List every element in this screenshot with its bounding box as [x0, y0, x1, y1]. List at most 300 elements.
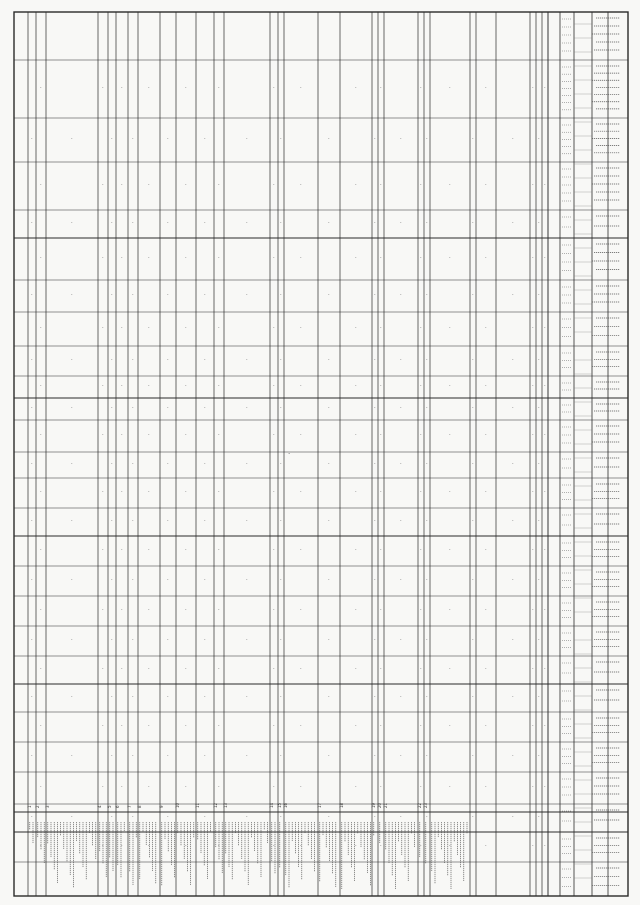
blank-marker: - [204, 220, 206, 225]
blank-marker: - [300, 843, 302, 848]
blank-marker: - [328, 518, 330, 523]
blank-marker: - [111, 753, 113, 758]
blank-marker: - [538, 577, 540, 582]
blank-marker: - [280, 518, 282, 523]
blank-marker: - [420, 432, 422, 437]
blank-marker: - [40, 255, 42, 260]
blank-marker: - [218, 182, 220, 187]
blank-marker: - [380, 784, 382, 789]
blank-marker: - [512, 357, 514, 362]
blank-marker: - [246, 753, 248, 758]
blank-marker: - [400, 637, 402, 642]
blank-marker: - [273, 432, 275, 437]
blank-marker: - [132, 577, 134, 582]
blank-marker: - [102, 182, 104, 187]
blank-marker: - [31, 577, 33, 582]
row-code: 2 [35, 805, 40, 808]
blank-marker: - [328, 405, 330, 410]
blank-marker: - [449, 666, 451, 671]
blank-marker: - [380, 547, 382, 552]
blank-marker: - [538, 136, 540, 141]
blank-marker: - [532, 666, 534, 671]
blank-marker: - [449, 383, 451, 388]
blank-marker: - [204, 753, 206, 758]
blank-marker: - [132, 753, 134, 758]
blank-marker: - [449, 182, 451, 187]
blank-marker: - [512, 637, 514, 642]
blank-marker: - [102, 489, 104, 494]
blank-marker: - [102, 432, 104, 437]
blank-marker: - [40, 85, 42, 90]
blank-marker: - [300, 432, 302, 437]
blank-marker: - [246, 292, 248, 297]
blank-marker: - [355, 182, 357, 187]
blank-marker: - [185, 666, 187, 671]
blank-marker: - [273, 383, 275, 388]
blank-marker: - [121, 85, 123, 90]
blank-marker: - [449, 255, 451, 260]
blank-marker: - [121, 547, 123, 552]
blank-marker: - [485, 607, 487, 612]
blank-marker: - [380, 182, 382, 187]
blank-marker: - [472, 405, 474, 410]
blank-marker: - [31, 357, 33, 362]
blank-marker: - [400, 292, 402, 297]
blank-marker: - [538, 518, 540, 523]
blank-marker: - [328, 694, 330, 699]
blank-marker: - [328, 753, 330, 758]
blank-marker: - [374, 405, 376, 410]
blank-marker: - [532, 432, 534, 437]
blank-marker: - [374, 637, 376, 642]
blank-marker: - [121, 325, 123, 330]
blank-marker: - [280, 577, 282, 582]
blank-marker: - [273, 666, 275, 671]
blank-marker: - [380, 723, 382, 728]
blank-marker: - [532, 325, 534, 330]
blank-marker: - [300, 723, 302, 728]
blank-marker: - [400, 405, 402, 410]
blank-marker: - [426, 637, 428, 642]
blank-marker: - [148, 325, 150, 330]
row-code: 22 [417, 802, 422, 808]
blank-marker: - [102, 255, 104, 260]
blank-marker: - [185, 432, 187, 437]
blank-marker: - [31, 814, 33, 819]
blank-marker: - [111, 405, 113, 410]
blank-marker: - [328, 357, 330, 362]
blank-marker: - [280, 694, 282, 699]
blank-marker: - [512, 577, 514, 582]
blank-marker: - [31, 220, 33, 225]
blank-marker: - [449, 325, 451, 330]
blank-marker: - [273, 843, 275, 848]
blank-marker: - [102, 843, 104, 848]
blank-marker: - [426, 753, 428, 758]
blank-marker: - [148, 607, 150, 612]
blank-marker: - [420, 182, 422, 187]
blank-marker: - [280, 637, 282, 642]
blank-marker: - [31, 753, 33, 758]
blank-marker: - [280, 461, 282, 466]
blank-marker: - [355, 843, 357, 848]
blank-marker: - [148, 383, 150, 388]
blank-marker: - [148, 843, 150, 848]
row-code: 21 [383, 802, 388, 808]
blank-marker: - [31, 518, 33, 523]
blank-marker: - [111, 577, 113, 582]
blank-marker: - [40, 547, 42, 552]
row-code: 9 [159, 805, 164, 808]
blank-marker: - [485, 547, 487, 552]
blank-marker: - [485, 843, 487, 848]
blank-marker: - [300, 547, 302, 552]
blank-marker: - [204, 357, 206, 362]
blank-marker: - [472, 637, 474, 642]
blank-marker: - [102, 607, 104, 612]
blank-marker: - [472, 694, 474, 699]
blank-marker: - [380, 489, 382, 494]
blank-marker: - [246, 694, 248, 699]
blank-marker: - [40, 325, 42, 330]
blank-marker: - [218, 843, 220, 848]
blank-marker: - [426, 694, 428, 699]
blank-marker: - [420, 255, 422, 260]
blank-marker: - [380, 383, 382, 388]
blank-marker: - [544, 723, 546, 728]
blank-marker: - [246, 461, 248, 466]
row-code: 13 [223, 802, 228, 808]
blank-marker: - [355, 432, 357, 437]
blank-marker: - [102, 383, 104, 388]
blank-marker: - [218, 547, 220, 552]
row-code: 11 [195, 802, 200, 808]
blank-marker: - [280, 136, 282, 141]
blank-marker: - [204, 518, 206, 523]
blank-marker: - [512, 220, 514, 225]
blank-marker: - [132, 518, 134, 523]
row-code: 14 [269, 802, 274, 808]
blank-marker: - [121, 255, 123, 260]
blank-marker: - [273, 784, 275, 789]
blank-marker: - [532, 723, 534, 728]
blank-marker: - [102, 723, 104, 728]
blank-marker: - [204, 136, 206, 141]
blank-marker: - [420, 547, 422, 552]
blank-marker: - [426, 357, 428, 362]
blank-marker: - [544, 784, 546, 789]
blank-marker: - [420, 325, 422, 330]
blank-marker: - [374, 461, 376, 466]
blank-marker: - [273, 723, 275, 728]
blank-marker: - [420, 489, 422, 494]
blank-marker: - [380, 843, 382, 848]
blank-marker: - [102, 85, 104, 90]
blank-marker: - [485, 85, 487, 90]
blank-marker: - [512, 292, 514, 297]
blank-marker: - [426, 292, 428, 297]
blank-marker: - [132, 357, 134, 362]
blank-marker: - [355, 325, 357, 330]
row-code: 12 [213, 802, 218, 808]
blank-marker: - [485, 182, 487, 187]
blank-marker: - [167, 357, 169, 362]
blank-marker: - [485, 723, 487, 728]
blank-marker: - [426, 220, 428, 225]
blank-marker: - [111, 518, 113, 523]
blank-marker: - [355, 85, 357, 90]
blank-marker: - [204, 292, 206, 297]
blank-marker: - [185, 182, 187, 187]
blank-marker: - [544, 182, 546, 187]
row-code: 4 [97, 805, 102, 808]
blank-marker: - [400, 753, 402, 758]
blank-marker: - [532, 547, 534, 552]
blank-marker: - [280, 292, 282, 297]
blank-marker: - [280, 357, 282, 362]
blank-marker: - [273, 489, 275, 494]
blank-marker: - [400, 814, 402, 819]
blank-marker: - [374, 136, 376, 141]
blank-marker: - [102, 666, 104, 671]
blank-marker: - [532, 607, 534, 612]
blank-marker: - [280, 405, 282, 410]
blank-marker: - [300, 325, 302, 330]
blank-marker: - [374, 518, 376, 523]
blank-marker: - [355, 723, 357, 728]
blank-marker: - [472, 220, 474, 225]
blank-marker: - [40, 432, 42, 437]
blank-marker: - [544, 547, 546, 552]
blank-marker: - [218, 383, 220, 388]
blank-marker: - [185, 547, 187, 552]
blank-marker: - [218, 325, 220, 330]
blank-marker: - [40, 843, 42, 848]
blank-marker: - [167, 753, 169, 758]
blank-marker: - [544, 607, 546, 612]
blank-marker: - [544, 325, 546, 330]
blank-marker: - [420, 383, 422, 388]
blank-marker: - [400, 461, 402, 466]
blank-marker: - [420, 607, 422, 612]
row-code-cells [27, 802, 428, 808]
blank-marker: - [218, 723, 220, 728]
blank-marker: - [148, 666, 150, 671]
blank-marker: - [374, 577, 376, 582]
blank-marker: - [538, 814, 540, 819]
blank-marker: - [280, 753, 282, 758]
row-code: 7 [127, 805, 132, 808]
blank-marker: - [204, 405, 206, 410]
blank-marker: - [300, 255, 302, 260]
blank-marker: - [328, 136, 330, 141]
blank-marker: - [148, 784, 150, 789]
blank-marker: - [132, 405, 134, 410]
blank-marker: - [300, 85, 302, 90]
blank-marker: - [102, 784, 104, 789]
blank-marker: - [512, 694, 514, 699]
blank-marker: - [185, 325, 187, 330]
blank-marker: - [273, 325, 275, 330]
blank-marker: - [71, 637, 73, 642]
blank-marker: - [111, 292, 113, 297]
blank-marker: - [204, 637, 206, 642]
blank-marker: - [132, 220, 134, 225]
blank-marker: - [71, 518, 73, 523]
blank-marker: - [485, 432, 487, 437]
row-code: 19 [371, 802, 376, 808]
blank-marker: - [374, 220, 376, 225]
blank-marker: - [355, 547, 357, 552]
blank-marker: - [512, 814, 514, 819]
blank-marker: - [71, 577, 73, 582]
blank-marker: - [218, 607, 220, 612]
blank-marker: - [121, 432, 123, 437]
blank-marker: - [544, 432, 546, 437]
blank-marker: - [485, 383, 487, 388]
blank-marker: - [426, 577, 428, 582]
blank-marker: - [185, 85, 187, 90]
blank-marker: - [538, 405, 540, 410]
table-grid-lines [14, 12, 628, 896]
blank-marker: - [300, 666, 302, 671]
blank-marker: - [218, 432, 220, 437]
blank-marker: - [512, 405, 514, 410]
blank-marker: - [273, 607, 275, 612]
row-code: 23 [423, 802, 428, 808]
blank-marker: - [355, 383, 357, 388]
blank-marker: - [218, 784, 220, 789]
blank-marker: - [31, 637, 33, 642]
blank-marker: - [280, 814, 282, 819]
blank-marker: - [121, 843, 123, 848]
blank-marker: - [485, 255, 487, 260]
blank-marker: - [544, 255, 546, 260]
blank-marker: - [31, 136, 33, 141]
blank-marker: - [40, 666, 42, 671]
blank-marker: - [512, 518, 514, 523]
blank-marker: - [426, 405, 428, 410]
blank-marker: - [71, 753, 73, 758]
blank-marker: - [246, 220, 248, 225]
blank-marker: - [420, 723, 422, 728]
blank-marker: - [111, 814, 113, 819]
blank-marker: - [121, 723, 123, 728]
blank-marker: - [71, 136, 73, 141]
row-code: 16 [283, 802, 288, 808]
blank-marker: - [485, 489, 487, 494]
blank-marker: - [218, 666, 220, 671]
blank-marker: - [71, 694, 73, 699]
blank-marker: - [132, 694, 134, 699]
blank-marker: - [374, 357, 376, 362]
blank-marker: - [111, 357, 113, 362]
blank-marker: - [148, 255, 150, 260]
blank-marker: - [426, 518, 428, 523]
blank-marker: - [246, 637, 248, 642]
blank-marker: - [472, 461, 474, 466]
blank-marker: - [538, 753, 540, 758]
blank-marker: - [449, 723, 451, 728]
blank-marker: - [31, 461, 33, 466]
blank-marker: - [31, 405, 33, 410]
blank-marker: - [71, 357, 73, 362]
blank-marker: - [449, 547, 451, 552]
blank-marker: - [400, 577, 402, 582]
blank-marker: - [185, 784, 187, 789]
blank-marker: - [185, 723, 187, 728]
blank-marker: - [132, 136, 134, 141]
blank-marker: - [204, 577, 206, 582]
blank-marker: - [300, 383, 302, 388]
blank-marker: - [167, 577, 169, 582]
blank-marker: - [485, 784, 487, 789]
blank-marker: - [355, 666, 357, 671]
blank-marker: - [185, 489, 187, 494]
blank-marker: - [121, 607, 123, 612]
blank-marker: - [218, 85, 220, 90]
blank-marker: - [111, 461, 113, 466]
blank-marker: - [167, 518, 169, 523]
blank-marker: - [218, 255, 220, 260]
blank-marker: - [167, 637, 169, 642]
blank-marker: - [71, 461, 73, 466]
blank-marker: - [246, 136, 248, 141]
blank-marker: - [132, 814, 134, 819]
blank-marker: - [512, 753, 514, 758]
blank-marker: - [328, 814, 330, 819]
blank-marker: - [449, 843, 451, 848]
blank-marker: - [204, 814, 206, 819]
blank-marker: - [167, 405, 169, 410]
blank-marker: - [328, 577, 330, 582]
blank-marker: - [246, 405, 248, 410]
blank-marker: - [121, 182, 123, 187]
blank-marker: - [148, 547, 150, 552]
row-code: 1 [27, 805, 32, 808]
blank-marker: - [532, 85, 534, 90]
blank-marker: - [426, 461, 428, 466]
blank-marker: - [328, 220, 330, 225]
blank-marker: - [246, 577, 248, 582]
blank-marker: - [380, 325, 382, 330]
blank-marker: - [132, 292, 134, 297]
blank-marker: - [273, 255, 275, 260]
blank-marker: - [280, 220, 282, 225]
blank-marker: - [273, 547, 275, 552]
blank-marker: - [420, 843, 422, 848]
blank-marker: - [532, 255, 534, 260]
blank-marker: - [544, 383, 546, 388]
row-code: 15 [277, 802, 282, 808]
blank-marker: - [544, 85, 546, 90]
blank-marker: - [380, 432, 382, 437]
blank-marker: - [148, 182, 150, 187]
blank-marker: - [132, 461, 134, 466]
blank-marker: - [538, 637, 540, 642]
blank-marker: - [111, 220, 113, 225]
blank-marker: - [400, 357, 402, 362]
blank-marker: - [512, 461, 514, 466]
blank-marker: - [512, 136, 514, 141]
blank-marker: - [400, 220, 402, 225]
blank-marker: - [71, 814, 73, 819]
blank-marker: - [132, 637, 134, 642]
blank-marker: - [472, 753, 474, 758]
blank-marker: - [449, 85, 451, 90]
blank-marker: - [420, 784, 422, 789]
blank-marker: - [538, 694, 540, 699]
